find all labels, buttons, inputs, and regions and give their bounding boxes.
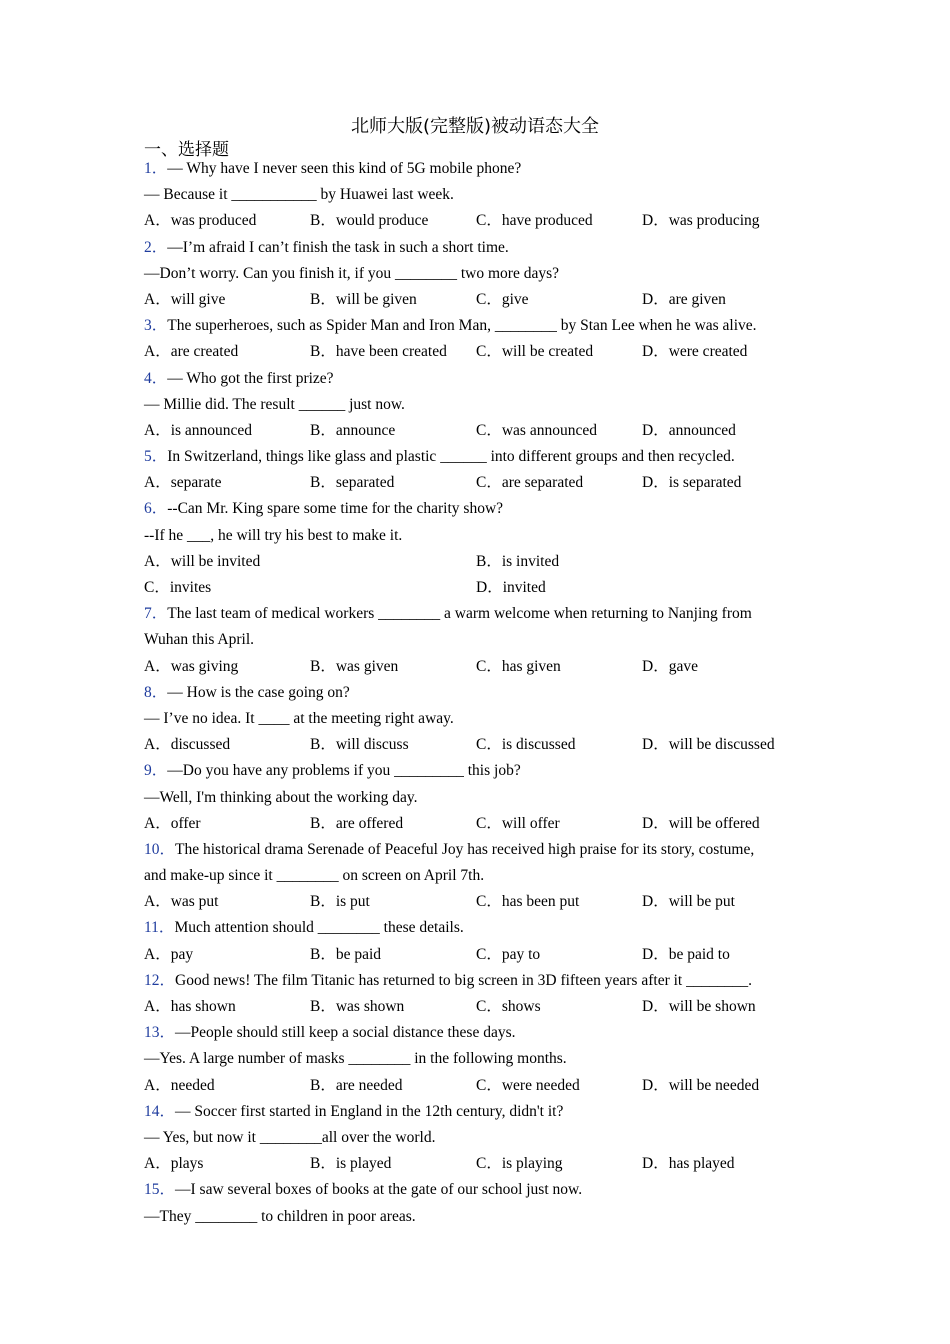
question-item bbox=[144, 235, 824, 314]
options-row bbox=[144, 994, 824, 1020]
answer-option[interactable]: D．has played bbox=[642, 1155, 735, 1173]
answer-option[interactable]: C．has been put bbox=[476, 893, 580, 911]
answer-option[interactable]: B．is put bbox=[310, 893, 370, 911]
question-stem bbox=[144, 1177, 824, 1203]
answer-option[interactable]: B．are offered bbox=[310, 814, 404, 832]
question-text: Wuhan this April. bbox=[144, 631, 255, 649]
question-text: — Yes, but now it ________all over the world. bbox=[144, 1128, 436, 1146]
question-stem bbox=[144, 496, 824, 522]
question-text: —Well, I'm thinking about the working day. bbox=[144, 788, 418, 806]
options-row bbox=[144, 549, 824, 575]
question-text: The superheroes, such as Spider Man and Iron Man, ________ by Stan Lee when he was alive. bbox=[167, 317, 757, 335]
answer-option[interactable]: A．plays bbox=[144, 1155, 204, 1173]
answer-option[interactable]: C．was announced bbox=[476, 421, 597, 439]
answer-option[interactable]: D．were created bbox=[642, 343, 748, 361]
answer-option[interactable]: B．be paid bbox=[310, 945, 382, 963]
question-stem bbox=[144, 680, 824, 706]
question-item bbox=[144, 156, 824, 235]
options-row bbox=[144, 418, 824, 444]
question-text: — How is the case going on? bbox=[167, 683, 350, 701]
question-stem bbox=[144, 758, 824, 784]
answer-option[interactable]: A．was put bbox=[144, 893, 219, 911]
answer-option[interactable]: B．is played bbox=[310, 1155, 392, 1173]
question-text: Much attention should ________ these details. bbox=[174, 919, 464, 937]
answer-option[interactable]: D．will be shown bbox=[642, 998, 756, 1015]
question-item bbox=[144, 496, 824, 601]
options-row bbox=[144, 732, 824, 758]
question-stem bbox=[144, 366, 824, 392]
question-number: 4． bbox=[144, 369, 168, 387]
answer-option[interactable]: A．has shown bbox=[144, 998, 236, 1015]
answer-option[interactable]: C．is playing bbox=[476, 1155, 563, 1173]
options-row bbox=[144, 575, 824, 601]
answer-option[interactable]: C．shows bbox=[476, 998, 541, 1015]
answer-option[interactable]: D．was producing bbox=[642, 212, 760, 230]
question-stem bbox=[144, 156, 824, 182]
answer-option[interactable]: D．invited bbox=[476, 579, 546, 596]
question-stem bbox=[144, 915, 824, 941]
question-item bbox=[144, 837, 824, 916]
question-text: The historical drama Serenade of Peaceful Joy has received high praise for its story, costume, bbox=[175, 840, 755, 858]
options-row bbox=[144, 339, 824, 365]
question-line bbox=[144, 785, 824, 811]
question-text: — Because it ___________ by Huawei last week. bbox=[144, 186, 454, 204]
document-title: 北师大版(完整版)被动语态大全 bbox=[350, 116, 600, 137]
answer-option[interactable]: A．was giving bbox=[144, 657, 239, 675]
question-number: 3． bbox=[144, 317, 168, 335]
question-number: 14． bbox=[144, 1102, 176, 1120]
options-row bbox=[144, 470, 824, 496]
options-row bbox=[144, 811, 824, 837]
question-line bbox=[144, 706, 824, 732]
answer-option[interactable]: C．will be created bbox=[476, 343, 594, 361]
question-stem bbox=[144, 837, 824, 863]
question-text: —They ________ to children in poor areas. bbox=[144, 1207, 416, 1225]
answer-option[interactable]: B．separated bbox=[310, 474, 395, 492]
question-line bbox=[144, 1125, 824, 1151]
question-stem bbox=[144, 313, 824, 339]
question-text: —Don’t worry. Can you finish it, if you ________ two more days? bbox=[144, 264, 560, 282]
question-text: —Do you have any problems if you _________ this job? bbox=[167, 762, 521, 780]
question-text: — Millie did. The result ______ just now. bbox=[144, 395, 405, 413]
question-number: 13． bbox=[144, 1024, 176, 1042]
answer-option[interactable]: D．will be offered bbox=[642, 814, 760, 832]
answer-option[interactable]: D．will be put bbox=[642, 893, 735, 911]
question-line bbox=[144, 261, 824, 287]
question-item bbox=[144, 758, 824, 837]
question-item bbox=[144, 968, 824, 1020]
question-line bbox=[144, 1204, 824, 1230]
question-item bbox=[144, 444, 824, 496]
answer-option[interactable]: C．were needed bbox=[476, 1076, 580, 1094]
question-text: In Switzerland, things like glass and plastic ______ into different groups and then recycled. bbox=[167, 448, 735, 466]
question-item bbox=[144, 1099, 824, 1178]
answer-option[interactable]: A．discussed bbox=[144, 736, 231, 754]
answer-option[interactable]: A．pay bbox=[144, 945, 194, 963]
question-number: 12． bbox=[144, 971, 176, 989]
options-row bbox=[144, 1073, 824, 1099]
question-line bbox=[144, 863, 824, 889]
answer-option[interactable]: D．will be needed bbox=[642, 1076, 760, 1094]
answer-option[interactable]: C．is discussed bbox=[476, 736, 576, 754]
question-number: 5． bbox=[144, 448, 168, 466]
question-text: The last team of medical workers ________ a warm welcome when returning to Nanjing from bbox=[167, 605, 752, 623]
question-stem bbox=[144, 444, 824, 470]
question-number: 2． bbox=[144, 238, 168, 256]
answer-option[interactable]: B．would produce bbox=[310, 212, 429, 230]
question-number: 6． bbox=[144, 500, 168, 518]
options-row bbox=[144, 942, 824, 968]
answer-option[interactable]: A．will be invited bbox=[144, 552, 261, 570]
question-line bbox=[144, 627, 824, 653]
question-item bbox=[144, 601, 824, 680]
question-text: Good news! The film Titanic has returned to big screen in 3D fifteen years after it ________. bbox=[175, 971, 752, 989]
answer-option[interactable]: D．be paid to bbox=[642, 945, 730, 963]
options-row bbox=[144, 1151, 824, 1177]
question-stem bbox=[144, 1020, 824, 1046]
question-text: — Soccer first started in England in the 12th century, didn't it? bbox=[175, 1102, 564, 1120]
answer-option[interactable]: B．announce bbox=[310, 421, 396, 439]
question-number: 8． bbox=[144, 683, 168, 701]
answer-option[interactable]: A．needed bbox=[144, 1076, 215, 1094]
answer-option[interactable]: A．was produced bbox=[144, 212, 257, 230]
answer-option[interactable]: D．announced bbox=[642, 421, 736, 439]
question-line bbox=[144, 392, 824, 418]
question-text: --If he ___, he will try his best to make it. bbox=[144, 526, 403, 544]
question-list bbox=[144, 156, 824, 1230]
answer-option[interactable]: B．will be given bbox=[310, 290, 417, 308]
answer-option[interactable]: C．will offer bbox=[476, 814, 560, 832]
question-text: —I’m afraid I can’t finish the task in such a short time. bbox=[167, 238, 509, 256]
answer-option[interactable]: C．pay to bbox=[476, 945, 541, 963]
options-row bbox=[144, 889, 824, 915]
answer-option[interactable]: B．are needed bbox=[310, 1076, 403, 1094]
question-item bbox=[144, 366, 824, 445]
question-number: 15． bbox=[144, 1181, 176, 1199]
question-item bbox=[144, 680, 824, 759]
question-item bbox=[144, 313, 824, 365]
answer-option[interactable]: A．offer bbox=[144, 814, 201, 832]
question-line bbox=[144, 523, 824, 549]
question-number: 11． bbox=[144, 919, 175, 937]
question-stem bbox=[144, 601, 824, 627]
options-row bbox=[144, 654, 824, 680]
answer-option[interactable]: A．will give bbox=[144, 290, 226, 308]
question-text: —People should still keep a social distance these days. bbox=[175, 1024, 516, 1042]
answer-option[interactable]: C．have produced bbox=[476, 212, 593, 230]
answer-option[interactable]: C．invites bbox=[144, 579, 212, 596]
answer-option[interactable]: A．are created bbox=[144, 343, 239, 361]
options-row bbox=[144, 287, 824, 313]
question-text: — I’ve no idea. It ____ at the meeting right away. bbox=[144, 709, 454, 727]
answer-option[interactable]: D．will be discussed bbox=[642, 736, 775, 754]
answer-option[interactable]: A．is announced bbox=[144, 421, 253, 439]
answer-option[interactable]: C．has given bbox=[476, 657, 561, 675]
section-heading: 一、选择题 bbox=[144, 140, 229, 160]
question-item bbox=[144, 1020, 824, 1099]
answer-option[interactable]: D．are given bbox=[642, 290, 726, 308]
question-text: --Can Mr. King spare some time for the charity show? bbox=[167, 500, 504, 518]
question-text: —I saw several boxes of books at the gate of our school just now. bbox=[175, 1181, 583, 1199]
question-stem bbox=[144, 235, 824, 261]
question-line bbox=[144, 1046, 824, 1072]
question-item bbox=[144, 1177, 824, 1229]
answer-option[interactable]: A．separate bbox=[144, 474, 222, 492]
question-number: 7． bbox=[144, 605, 168, 623]
answer-option[interactable]: B．was shown bbox=[310, 998, 405, 1015]
answer-option[interactable]: C．give bbox=[476, 290, 529, 308]
answer-option[interactable]: B．is invited bbox=[476, 552, 560, 570]
question-line bbox=[144, 182, 824, 208]
question-stem bbox=[144, 1099, 824, 1125]
question-text: —Yes. A large number of masks ________ in the following months. bbox=[144, 1050, 567, 1068]
options-row bbox=[144, 208, 824, 234]
question-text: and make-up since it ________ on screen on April 7th. bbox=[144, 867, 485, 885]
question-text: — Why have I never seen this kind of 5G mobile phone? bbox=[167, 160, 522, 177]
question-number: 10． bbox=[144, 840, 176, 858]
answer-option[interactable]: C．are separated bbox=[476, 474, 584, 492]
question-stem bbox=[144, 968, 824, 994]
answer-option[interactable]: D．is separated bbox=[642, 474, 742, 492]
answer-option[interactable]: D．gave bbox=[642, 657, 698, 675]
answer-option[interactable]: B．have been created bbox=[310, 343, 447, 361]
question-text: — Who got the first prize? bbox=[167, 369, 334, 387]
answer-option[interactable]: B．was given bbox=[310, 657, 399, 675]
question-number: 9． bbox=[144, 762, 168, 780]
question-item bbox=[144, 915, 824, 967]
answer-option[interactable]: B．will discuss bbox=[310, 736, 409, 754]
question-number: 1． bbox=[144, 160, 168, 177]
